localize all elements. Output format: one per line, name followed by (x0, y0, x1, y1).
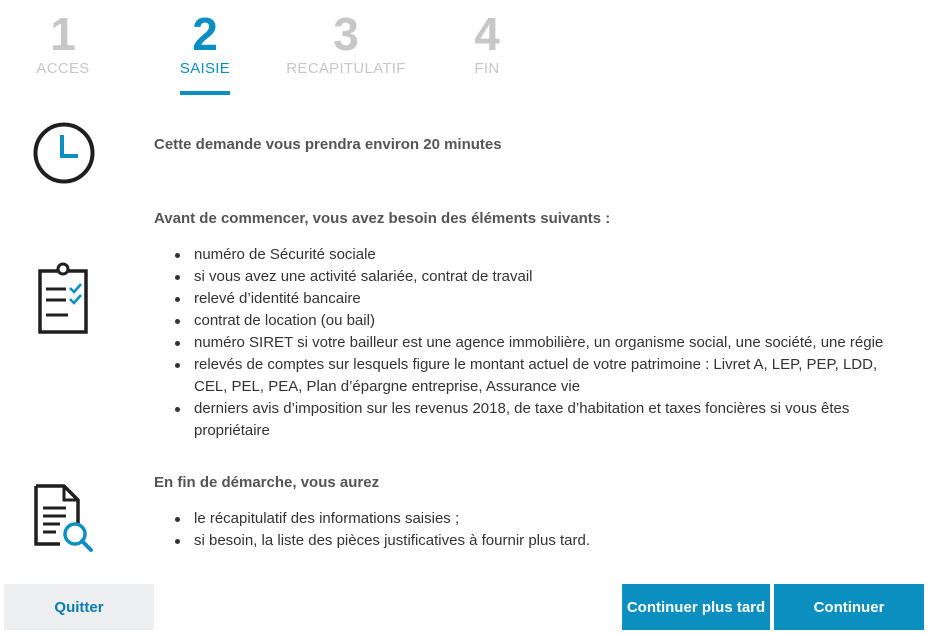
continue-button[interactable]: Continuer (774, 584, 924, 630)
list-item-line: CEL, PEL, PEA, Plan d’épargne entreprise, Assurance vie (194, 378, 581, 395)
list-item: numéro de Sécurité sociale (194, 244, 883, 266)
step-acces (0, 8, 133, 78)
step-label: RECAPITULATIF (286, 60, 406, 77)
step-fin (417, 8, 557, 78)
clipboard-checklist-icon (36, 261, 90, 335)
requirements-list (194, 244, 883, 442)
list-item: le récapitulatif des informations saisies ; (194, 508, 590, 530)
duration-text: Cette demande vous prendra environ 20 minutes (154, 136, 502, 153)
progress-stepper (0, 0, 932, 100)
list-item: contrat de location (ou bail) (194, 310, 883, 332)
step-label: FIN (474, 60, 500, 77)
step-saisie (135, 8, 275, 78)
list-item-line: relevés de comptes sur lesquels figure le montant actuel de votre patrimoine : Livret A, LEP, PEP, LDD, (194, 356, 878, 373)
outcome-title: En fin de démarche, vous aurez (154, 474, 380, 491)
document-search-icon (32, 484, 96, 554)
step-number: 3 (333, 8, 359, 60)
step-number: 2 (192, 8, 218, 60)
step-label: ACCES (36, 60, 90, 77)
step-recapitulatif (276, 8, 416, 78)
requirements-title: Avant de commencer, vous avez besoin des éléments suivants : (154, 210, 611, 227)
step-number: 1 (50, 8, 76, 60)
list-item (194, 398, 883, 442)
clock-icon (32, 121, 96, 185)
list-item: numéro SIRET si votre bailleur est une agence immobilière, un organisme social, une société, une régie (194, 332, 883, 354)
step-number: 4 (474, 8, 500, 60)
active-step-indicator (180, 91, 230, 95)
list-item-line: propriétaire (194, 422, 270, 439)
outcome-list (194, 508, 590, 552)
list-item: si besoin, la liste des pièces justificatives à fournir plus tard. (194, 530, 590, 552)
continue-later-button[interactable]: Continuer plus tard (622, 584, 770, 630)
step-label: SAISIE (179, 60, 231, 77)
list-item-line: derniers avis d’imposition sur les revenus 2018, de taxe d’habitation et taxes foncières si vous êtes (194, 400, 850, 417)
list-item (194, 354, 883, 398)
quit-button[interactable]: Quitter (4, 584, 154, 630)
list-item: si vous avez une activité salariée, contrat de travail (194, 266, 883, 288)
list-item: relevé d’identité bancaire (194, 288, 883, 310)
